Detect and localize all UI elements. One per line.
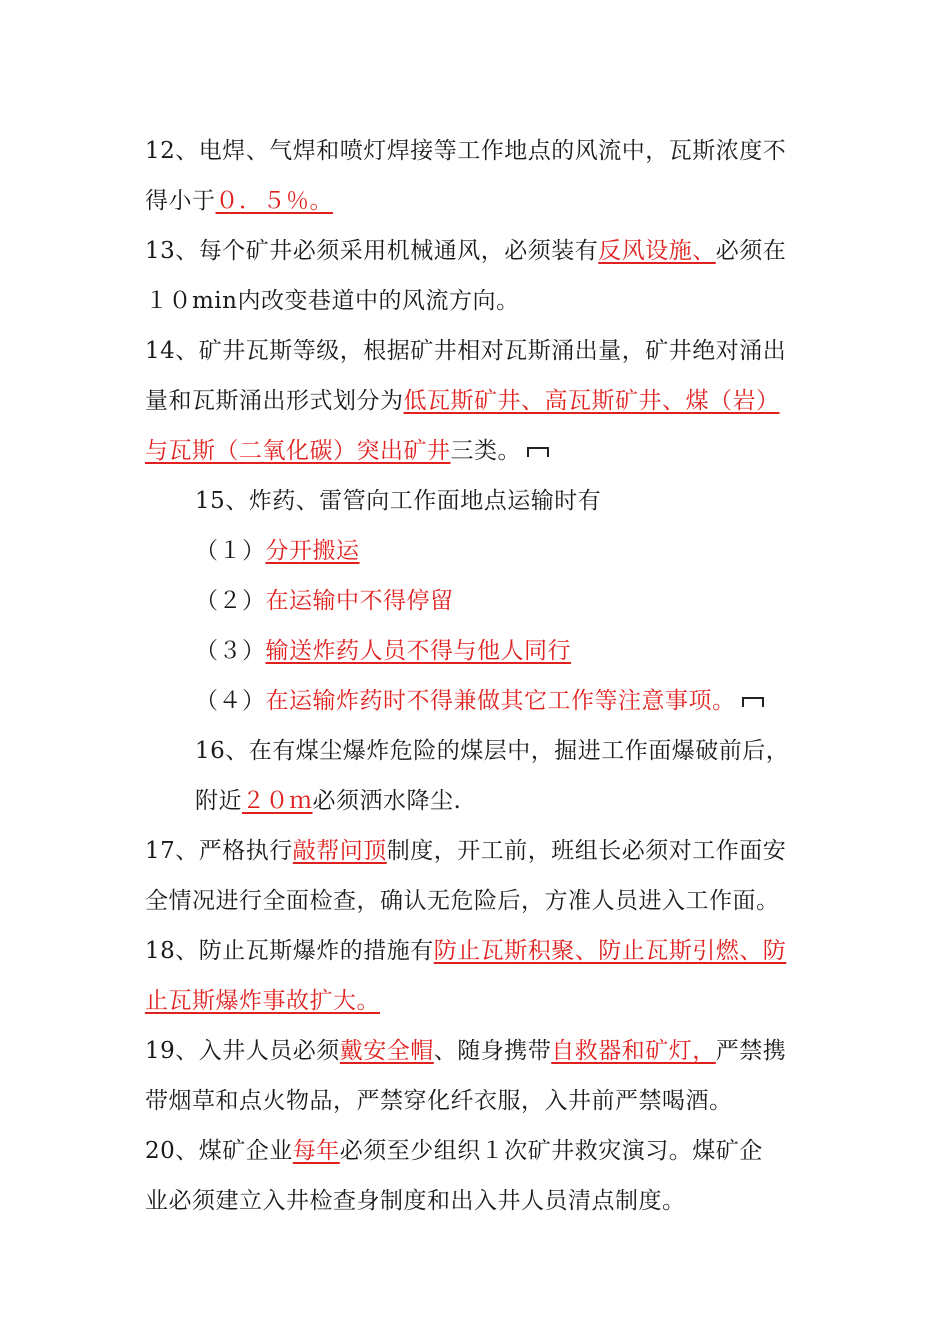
q12-line-2	[145, 186, 333, 216]
q14-text-b: 量和瓦斯涌出形式划分为	[145, 388, 404, 414]
q18-answer-2: 止瓦斯爆炸事故扩大。	[145, 988, 380, 1014]
q13-text-b: 必须在	[715, 238, 787, 264]
q15-item-2	[195, 586, 454, 616]
q20-text-b: 必须至少组织１次矿井救灾演习。煤矿企	[339, 1138, 763, 1164]
q16-line-1	[195, 736, 789, 766]
q16-answer: ２０ｍ	[242, 788, 313, 814]
q17-text-c: 全情况进行全面检查，确认无危险后，方准人员进入工作面。	[145, 888, 780, 914]
q18-text: 18、防止瓦斯爆炸的措施有	[145, 938, 434, 964]
q17-text: 17、严格执行	[145, 838, 293, 864]
q15-item-4	[195, 686, 764, 716]
q12-text-b: 得小于	[145, 188, 216, 214]
q19-line-1	[145, 1036, 786, 1066]
q13-text-c: １０min内改变巷道中的风流方向。	[145, 288, 520, 314]
q19-text-b: 、随身携带	[433, 1038, 552, 1064]
q13-line-1	[145, 236, 786, 266]
q15-answer-2: 在运输中不得停留	[265, 588, 454, 614]
q19-text-d: 带烟草和点火物品，严禁穿化纤衣服，入井前严禁喝酒。	[145, 1088, 733, 1114]
q16-text-b: 附近	[195, 788, 242, 814]
q14-line-3	[145, 436, 549, 466]
q14-answer-2: 与瓦斯（二氧化碳）突出矿井	[145, 438, 451, 464]
q17-line-2	[145, 886, 780, 916]
paragraph-mark-icon	[527, 447, 549, 457]
q15-line-1	[195, 486, 601, 516]
q15-item-3	[195, 636, 571, 666]
q15-item-number: （２）	[195, 588, 266, 614]
q18-line-2	[145, 986, 380, 1016]
q19-text-c: 严禁携	[715, 1038, 787, 1064]
q13-answer: 反风设施、	[598, 238, 716, 264]
q15-item-number: （３）	[195, 638, 266, 664]
q20-text-c: 业必须建立入井检查身制度和出入井人员清点制度。	[145, 1188, 686, 1214]
q19-answer-2: 自救器和矿灯，	[551, 1038, 716, 1064]
q20-text: 20、煤矿企业	[145, 1138, 293, 1164]
q14-answer-1: 低瓦斯矿井、高瓦斯矿井、煤（岩）	[403, 388, 780, 414]
q17-answer: 敲帮问顶	[292, 838, 387, 864]
q16-text: 16、在有煤尘爆炸危险的煤层中，掘进工作面爆破前后，	[195, 738, 790, 764]
q14-line-1	[145, 336, 786, 366]
q15-item-number: （４）	[195, 688, 266, 714]
q19-answer-1: 戴安全帽	[339, 1038, 434, 1064]
q20-line-2	[145, 1186, 686, 1216]
q12-line-1	[145, 136, 786, 166]
q13-line-2	[145, 286, 519, 316]
q18-answer-1: 防止瓦斯积聚、防止瓦斯引燃、防	[433, 938, 787, 964]
q15-answer-1: 分开搬运	[265, 538, 360, 564]
paragraph-mark-icon	[742, 697, 764, 707]
q20-line-1	[145, 1136, 763, 1166]
q17-text-b: 制度，开工前，班组长必须对工作面安	[386, 838, 787, 864]
q13-text: 13、每个矿井必须采用机械通风，必须装有	[145, 238, 599, 264]
q16-text-c: 必须洒水降尘.	[312, 788, 462, 814]
q15-text: 15、炸药、雷管向工作面地点运输时有	[195, 488, 602, 514]
q15-item-1	[195, 536, 360, 566]
q12-answer: ０．５％。	[215, 188, 333, 214]
q12-text: 12、电焊、气焊和喷灯焊接等工作地点的风流中，瓦斯浓度不	[145, 138, 787, 164]
q15-answer-4: 在运输炸药时不得兼做其它工作等注意事项。	[265, 688, 736, 714]
q15-answer-3: 输送炸药人员不得与他人同行	[265, 638, 571, 664]
q19-line-2	[145, 1086, 733, 1116]
q14-text: 14、矿井瓦斯等级，根据矿井相对瓦斯涌出量，矿井绝对涌出	[145, 338, 787, 364]
q20-answer: 每年	[292, 1138, 340, 1164]
q19-text: 19、入井人员必须	[145, 1038, 340, 1064]
q16-line-2	[195, 786, 461, 816]
q14-text-c: 三类。	[450, 438, 521, 464]
q17-line-1	[145, 836, 786, 866]
q18-line-1	[145, 936, 786, 966]
q14-line-2	[145, 386, 780, 416]
q15-item-number: （１）	[195, 538, 266, 564]
